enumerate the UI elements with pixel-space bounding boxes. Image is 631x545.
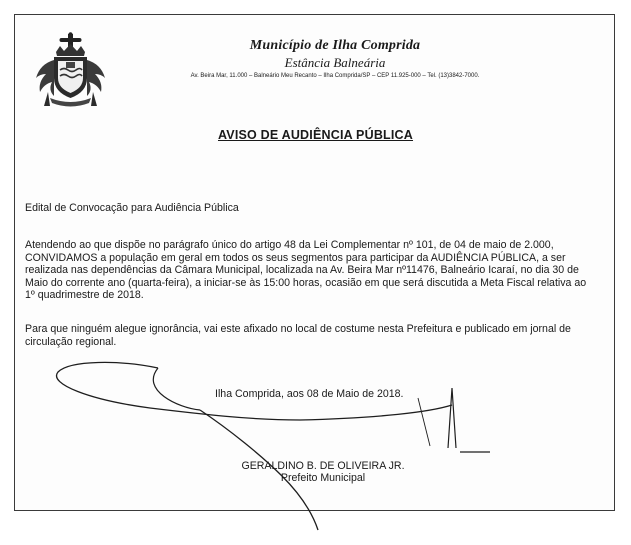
- ignorance-paragraph: Para que ninguém alegue ignorância, vai este afixado no local de costume nesta Prefeitura e publicado em jornal de circulação regional.: [25, 323, 571, 348]
- signatory-name: GERALDINO B. DE OLIVEIRA JR.: [241, 460, 405, 472]
- date-line: Ilha Comprida, aos 08 de Maio de 2018.: [215, 388, 404, 400]
- municipality-subtitle: Estância Balneária: [284, 55, 386, 70]
- document-title: AVISO DE AUDIÊNCIA PÚBLICA: [217, 128, 414, 142]
- edital-line: Edital de Convocação para Audiência Pública: [25, 202, 239, 214]
- municipality-address: Av. Beira Mar, 11.000 – Balneário Meu Recanto – Ilha Comprida/SP – CEP 11.925-000 – Tel. (13)3842-7000.: [190, 73, 480, 79]
- main-paragraph: Atendendo ao que dispõe no parágrafo único do artigo 48 da Lei Complementar nº 101, de 04 de maio de 2.000, CONVIDAMOS a população em geral em todos os seus segmentos para participar da AUDIÊNCIA PÚBLICA, a ser realizada nas dependências da Câmara Municipal, localizada na Av. Beira Mar nº11476, Balneário Icaraí, no dia 30 de Maio do corrente ano (quarta-feira), a iniciar-se às 15:00 horas, ocasião em que será discutida a Meta Fiscal relativa ao 1º quadrimestre de 2018.: [25, 239, 587, 302]
- letterhead: [130, 38, 540, 79]
- coat-of-arms-icon: [30, 32, 112, 110]
- signatory-role: Prefeito Municipal: [280, 472, 366, 484]
- signatory-block: [228, 460, 418, 484]
- municipality-name: Município de Ilha Comprida: [249, 38, 421, 53]
